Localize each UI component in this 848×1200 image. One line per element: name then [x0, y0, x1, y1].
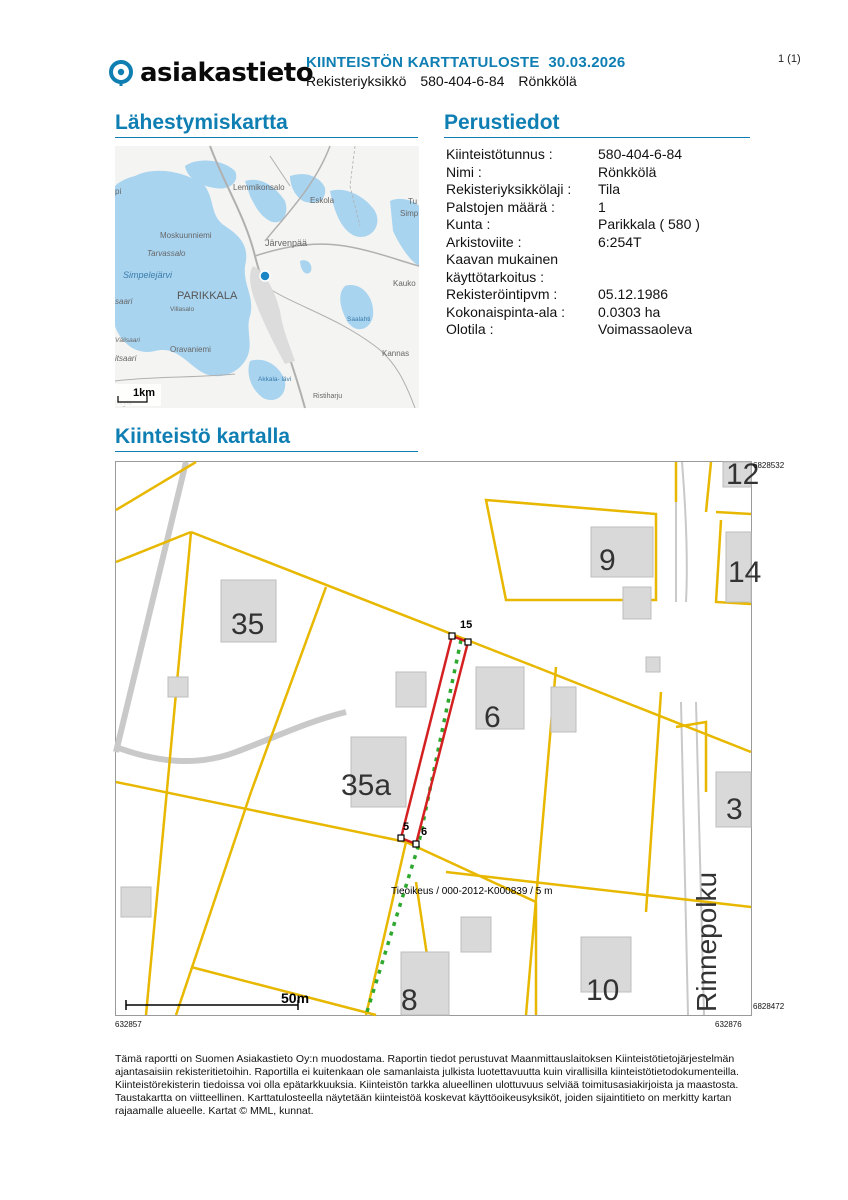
building — [121, 887, 151, 917]
point-label: 15 — [460, 619, 473, 631]
info-row — [446, 304, 758, 322]
info-value: 1 — [598, 198, 606, 215]
info-row — [446, 199, 758, 217]
place-label: Järvenpää — [265, 238, 308, 248]
lot-number: 10 — [586, 974, 620, 1007]
place-label: Akkala- lävi — [258, 376, 292, 383]
place-label: Lemmikonsalo — [233, 183, 285, 192]
place-label: Ristiharju — [313, 393, 343, 400]
point-label: 6 — [421, 826, 428, 838]
info-label: Arkistoviite : — [446, 233, 522, 250]
disclaimer-text: Tämä raportti on Suomen Asiakastieto Oy:n muodostama. Raportin tiedot perustuvat Maanmittauslaitoksen Kiinteistötietojärjestelmän ajantasaisiin rekisteritietoihin. Raportilla ei kuitenkaan ole samanlaista julkista luotettavuutta kuin virallisilla kiinteistötietodokumenteilla. Kiinteistörekisterin tiedoissa voi olla epätarkkuuksia. Kiinteistön tarkka alueellinen ulottuvuus selviää toimitusasiakirjoista ja maastosta. Taustakartta on viitteellinen. Karttatulosteella näytetään kiinteistöä koskevat käyttöoikeusyksiköt, joiden sijaintitieto on merkitty kartan rajaamalle alueelle. Kartat © MML, kunnat. — [115, 1053, 739, 1117]
building — [646, 657, 660, 672]
building — [168, 677, 188, 697]
street-name: Rinnepolku — [691, 871, 722, 1012]
place-label: Simp — [400, 209, 419, 218]
divider — [115, 137, 418, 138]
info-label: Kunta : — [446, 216, 491, 232]
info-label: Olotila : — [446, 321, 494, 337]
place-label: saari — [115, 297, 133, 306]
property-map-heading: Kiinteistö kartalla — [115, 425, 291, 448]
place-label: PARIKKALA — [177, 290, 238, 302]
info-row — [446, 286, 758, 304]
place-label: Välisaari — [115, 337, 140, 344]
info-label: Palstojen määrä : — [446, 198, 555, 215]
info-label: Rekisteröintipvm : — [446, 286, 558, 302]
info-row — [446, 234, 758, 252]
title-text: KIINTEISTÖN KARTTATULOSTE — [306, 54, 540, 71]
place-label: Saalahti — [347, 316, 371, 323]
place-label: itsaari — [115, 354, 137, 363]
info-value: Voimassaoleva — [598, 321, 693, 337]
easement-label: Tieoikeus / 000-2012-K000839 / 5 m — [391, 886, 553, 897]
info-value — [598, 251, 758, 269]
info-value: Tila — [598, 181, 621, 197]
lot-number: 8 — [401, 984, 418, 1017]
document-date: 30.03.2026 — [548, 54, 626, 71]
place-label: Simpelejärvi — [123, 270, 173, 280]
info-label: Rekisteriyksikkölaji : — [446, 181, 572, 197]
info-label: Nimi : — [446, 163, 482, 180]
boundary-marker[interactable] — [398, 835, 404, 841]
lot-number: 14 — [728, 556, 762, 589]
property-id: 580-404-6-84 — [420, 73, 505, 89]
info-label: Kaavan mukainen — [446, 251, 559, 267]
lot-number: 35 — [231, 608, 265, 641]
scale-label: 1km — [133, 387, 156, 399]
info-row — [446, 321, 758, 339]
property-map[interactable] — [115, 458, 762, 1017]
subtitle-label: Rekisteriyksikkö — [306, 73, 407, 89]
info-row — [446, 181, 758, 199]
boundary-marker[interactable] — [413, 841, 419, 847]
document-title — [306, 54, 625, 71]
info-row — [446, 146, 758, 164]
building — [551, 687, 576, 732]
asiakastieto-logo — [108, 58, 313, 88]
info-value — [598, 269, 758, 287]
basic-info-heading: Perustiedot — [444, 111, 560, 134]
overview-map[interactable] — [115, 146, 419, 408]
info-label: Kokonaispinta-ala : — [446, 303, 566, 320]
info-row — [446, 164, 758, 182]
lot-number: 35a — [341, 769, 392, 802]
lot-number: 3 — [726, 793, 743, 826]
coordinate-bottom-left: 632857 — [115, 1020, 142, 1029]
basic-info-table — [446, 146, 758, 339]
property-name: Rönkkölä — [518, 73, 577, 89]
place-label: Eskola — [310, 196, 335, 205]
point-label: 5 — [403, 821, 410, 833]
place-label: Tu — [408, 197, 418, 206]
place-label: Moskuunniemi — [160, 231, 212, 240]
building — [461, 917, 491, 952]
info-value: Parikkala ( 580 ) — [598, 216, 700, 232]
place-label: Kannas — [382, 349, 410, 358]
lot-number: 12 — [726, 458, 760, 491]
place-label: pi — [115, 187, 122, 196]
building — [396, 672, 426, 707]
lot-number: 6 — [484, 701, 501, 734]
logo-text: asiakastieto — [140, 58, 314, 88]
info-row — [446, 216, 758, 234]
coordinate-top-right: 6828532 — [753, 461, 785, 470]
overview-map-heading: Lähestymiskartta — [115, 111, 288, 134]
coordinate-bottom-right-x: 632876 — [715, 1020, 742, 1029]
coordinate-bottom-right: 6828472 — [753, 1002, 785, 1011]
info-value: 6:254T — [598, 233, 642, 250]
boundary-marker[interactable] — [449, 633, 455, 639]
building — [623, 587, 651, 619]
boundary-marker[interactable] — [465, 639, 471, 645]
info-label: Kiinteistötunnus : — [446, 146, 553, 162]
place-label: Oravaniemi — [170, 345, 211, 354]
info-value: Rönkkölä — [598, 163, 657, 180]
property-location-marker[interactable] — [260, 271, 270, 281]
scale-label: 50m — [281, 990, 310, 1006]
info-row — [446, 269, 758, 287]
divider — [444, 137, 750, 138]
document-subtitle — [306, 73, 591, 89]
place-label: Kauko — [393, 279, 416, 288]
lot-number: 9 — [599, 544, 616, 577]
place-label: Villasalo — [170, 306, 195, 313]
info-value: 580-404-6-84 — [598, 146, 683, 162]
location-pin-icon — [108, 60, 134, 86]
info-value: 0.0303 ha — [598, 303, 661, 320]
page-number: 1 (1) — [778, 53, 801, 65]
info-row — [446, 251, 758, 269]
info-label: käyttötarkoitus : — [446, 268, 545, 285]
place-label: Tarvassalo — [147, 249, 186, 258]
divider — [115, 451, 418, 452]
info-value: 05.12.1986 — [598, 286, 669, 302]
